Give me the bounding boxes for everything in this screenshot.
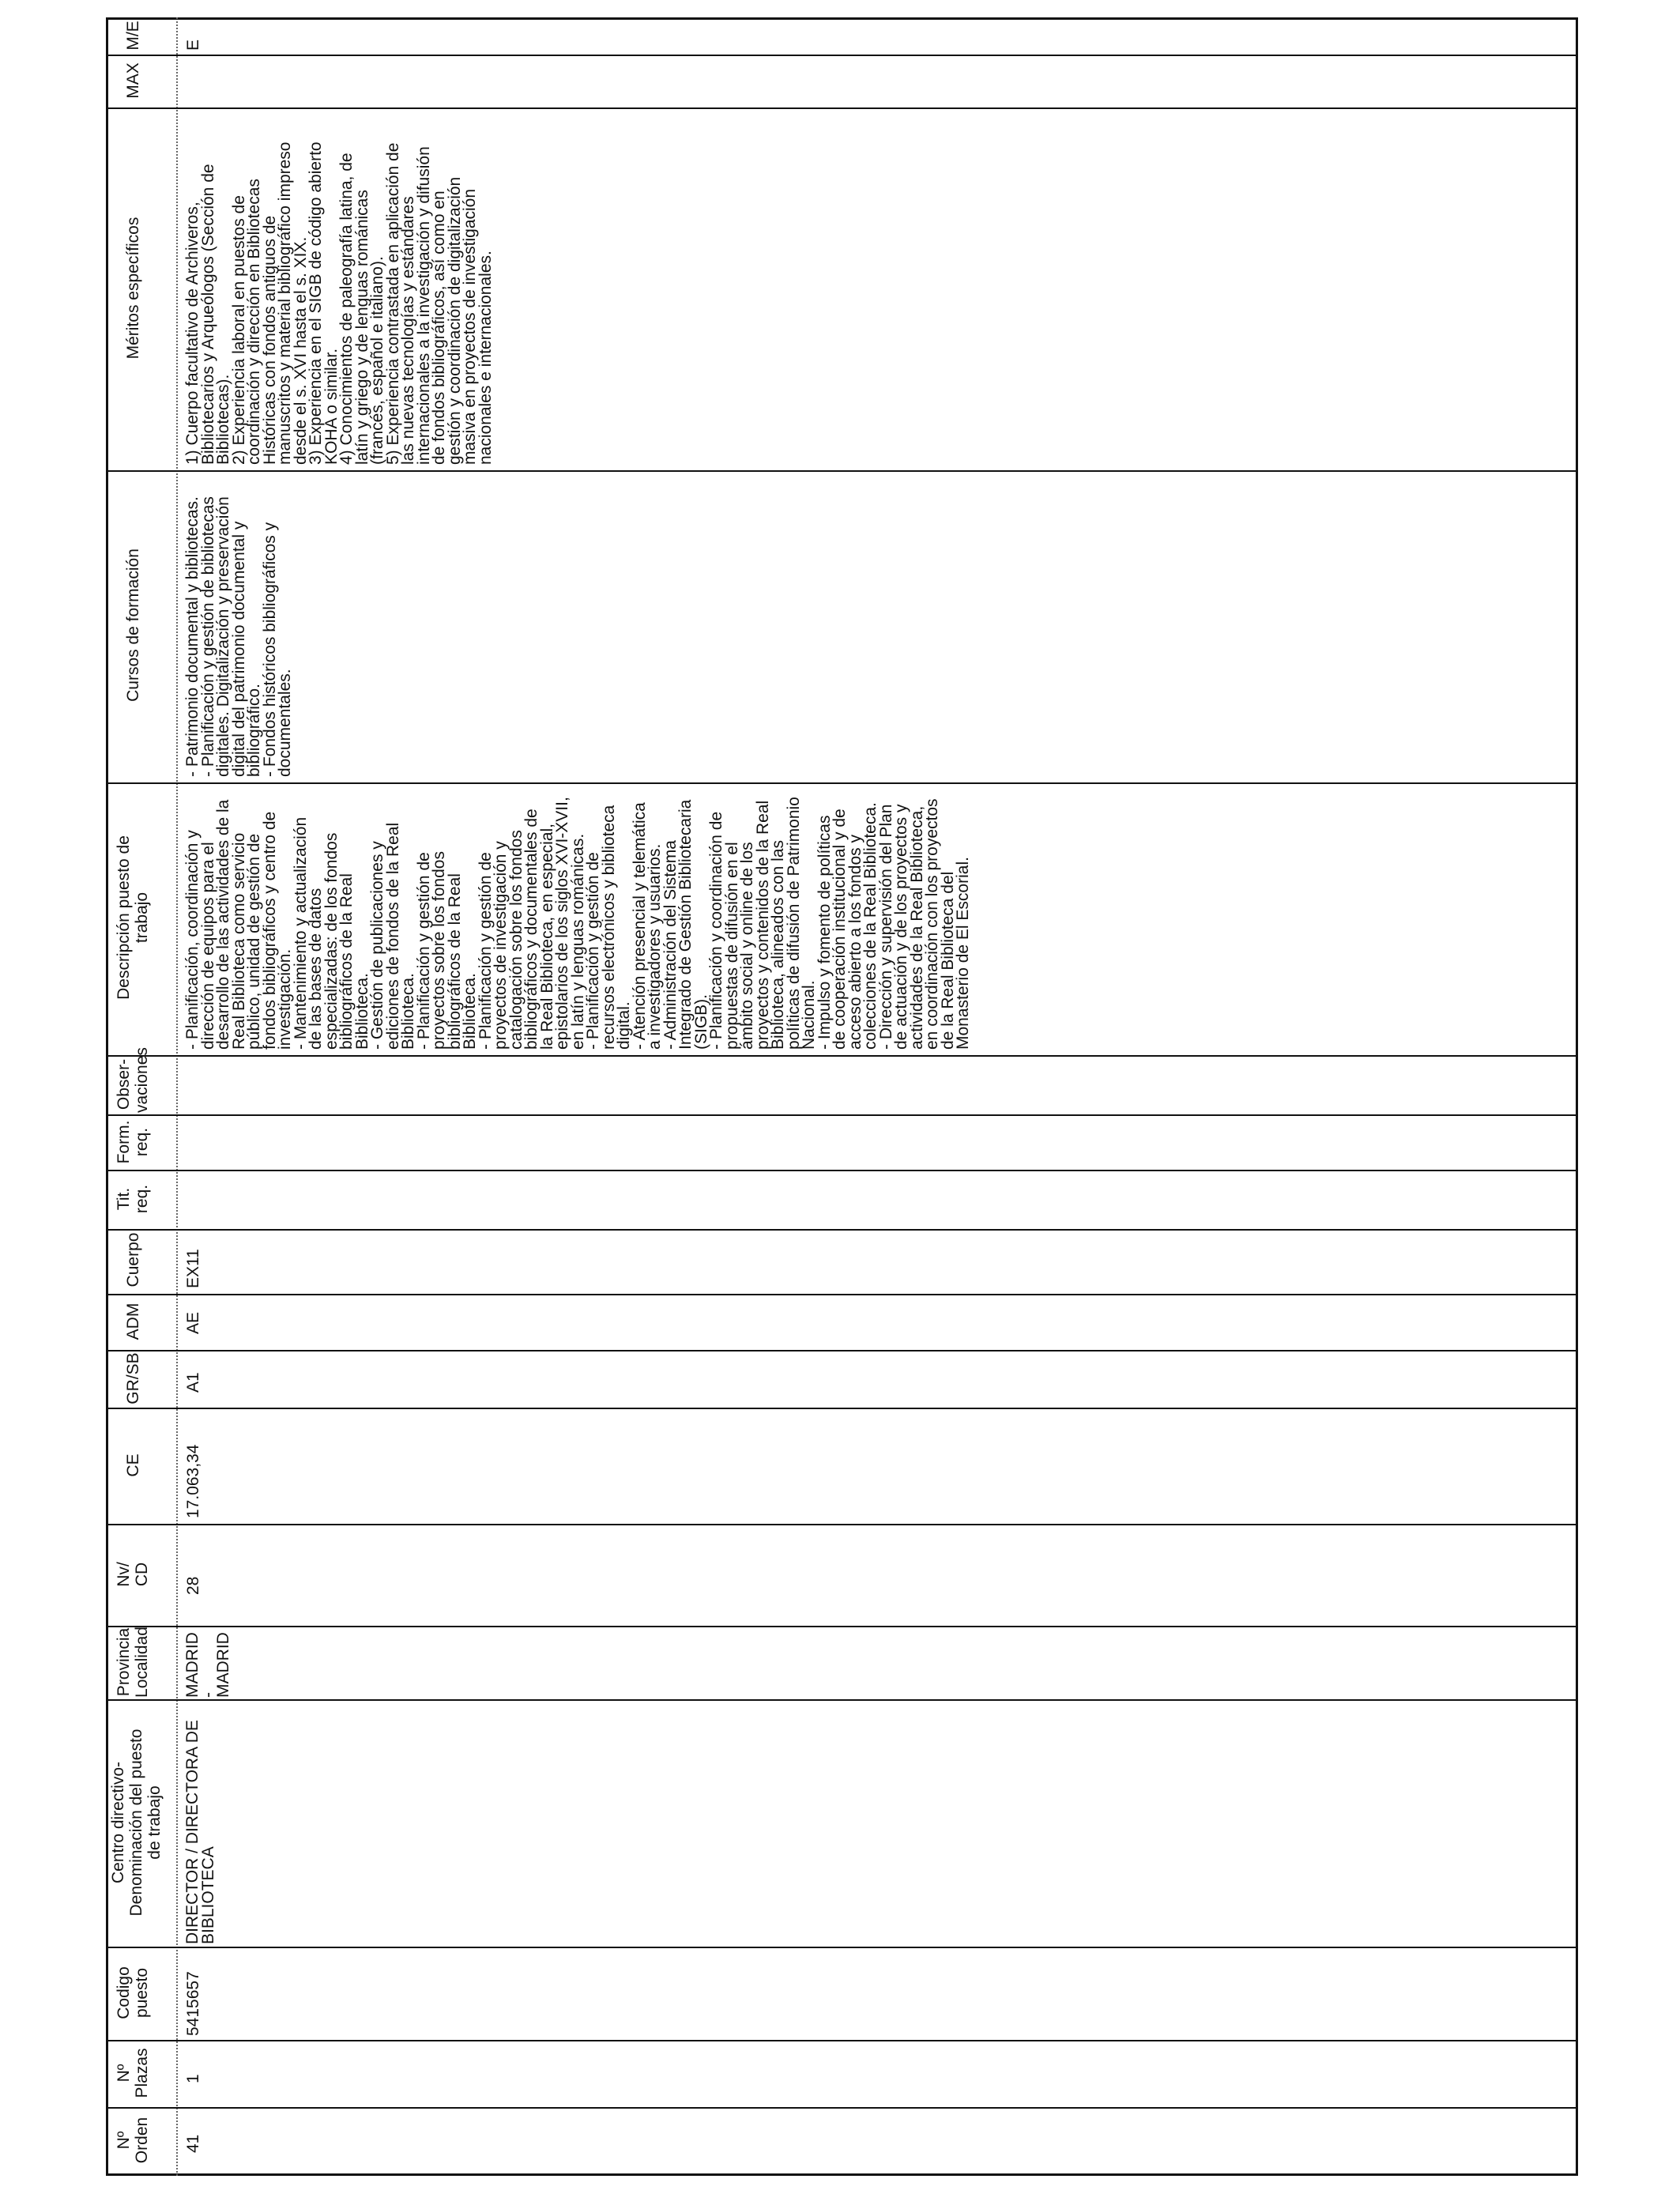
- header-centro: Centro directivo- Denominación del puesto de trabajo: [109, 1728, 164, 1917]
- cell-provincia: MADRID - MADRID: [183, 1632, 232, 1698]
- header-cuerpo: Cuerpo: [124, 1232, 142, 1287]
- col-sep-nivel-provincia: [106, 1626, 1578, 1627]
- col-sep-adm-grsb: [106, 1350, 1578, 1351]
- col-sep-obs-form: [106, 1114, 1578, 1116]
- frame-bottom: [106, 2173, 1578, 2176]
- col-sep-max-meritos: [106, 107, 1578, 109]
- col-sep-provincia-centro: [106, 1699, 1578, 1701]
- header-separator: [176, 17, 178, 2176]
- header-adm: ADM: [124, 1302, 142, 1340]
- frame-right: [1576, 17, 1578, 2176]
- cell-form-req: [186, 1116, 205, 1165]
- col-sep-descripcion-obs: [106, 1055, 1578, 1057]
- cell-ce: 17.063,34: [184, 1444, 202, 1518]
- header-codigo: Codigo puesto: [115, 1966, 151, 2019]
- cell-meritos: 1) Cuerpo facultativo de Archiveros, Bibliotecarios y Arqueólogos (Sección de Bibliotecas). 2) Experiencia laboral en puestos de coordinación y dirección en Bibliotecas Históricas con fondos antiguos de manuscritos y material bibliográfico impreso desde el s. XVI hasta el s. XIX. 3) Experiencia en el SIGB de código abierto KOHA o similar. 4) Conocimientos de paleografía latina, de latín y griego y de lenguas románicas (francés, español e italiano). 5) Experiencia contrastada en aplicación de las nuevas tecnologías y estándares internacionales a la investigación y difusión de fondos bibliográficos, así como en gestión y coordinación de digitalización masiva en proyectos de investigación nacionales e internacionales.: [183, 141, 495, 465]
- cell-adm: AE: [184, 1311, 202, 1334]
- header-grsb: GR/SB: [124, 1352, 142, 1404]
- header-cursos: Cursos de formación: [124, 548, 142, 702]
- col-sep-codigo-plazas: [106, 2040, 1578, 2041]
- cell-codigo: 5415657: [184, 1971, 202, 2036]
- frame-left: [106, 17, 108, 2176]
- header-me: M/E: [124, 21, 142, 51]
- cell-grsb: A1: [184, 1372, 202, 1393]
- cell-observaciones: [186, 1057, 205, 1110]
- cell-me: E: [184, 39, 202, 51]
- col-sep-grsb-ce: [106, 1408, 1578, 1409]
- col-sep-ce-nivel: [106, 1524, 1578, 1525]
- header-meritos: Méritos específicos: [124, 217, 142, 360]
- header-provincia: Provincia Localidad: [115, 1627, 151, 1698]
- col-sep-centro-codigo: [106, 1947, 1578, 1948]
- header-orden: Nº Orden: [115, 2117, 151, 2164]
- cell-cursos: - Patrimonio documental y bibliotecas. - Planificación y gestión de bibliotecas digitales. Digitalización y preservación digital del patrimonio documental y bibliográfico. - Fondos históricos bibliográficos y documentales.: [183, 496, 294, 777]
- frame-top: [106, 17, 1578, 20]
- cell-max: [186, 58, 205, 103]
- col-sep-meritos-cursos: [106, 470, 1578, 472]
- header-descripcion: Descripción puesto de trabajo: [115, 835, 151, 1000]
- header-plazas: Nº Plazas: [115, 2048, 151, 2098]
- cell-tit-req: [186, 1171, 205, 1223]
- col-sep-form-tit: [106, 1170, 1578, 1171]
- cell-cuerpo: EX11: [184, 1249, 202, 1288]
- header-observaciones: Obser- vaciones: [115, 1047, 151, 1113]
- cell-orden: 41: [184, 2134, 202, 2153]
- cell-descripcion: - Planificación, coordinación y dirección de equipos para el desarrollo de las actividades de la Real Biblioteca como servicio público, unidad de gestión de fondos bibliográficos y centro de investigación. - Mantenimiento y actualización de las bases de datos especializadas: de los fondos bibliográficos de la Real Biblioteca. - Gestión de publicaciones y ediciones de fondos de la Real Biblioteca. - Planificación y gestión de proyectos sobre los fondos bibliográficos de la Real Biblioteca. - Planificación y gestión de proyectos de investigación y catalogación sobre los fondos bibliográficos y documentales de la Real Biblioteca, en especial, epistolarios de los siglos XVI-XVII, en latín y lenguas románicas. - Planificación y gestión de recursos electrónicos y biblioteca digital. - Atención presencial y telemática a investigadores y usuarios. - Administración del Sistema Integrado de Gestión Bibliotecaria (SIGB). - Planificación y coordinación de propuestas de difusión en el ámbito social y online de los proyectos y contenidos de la Real Biblioteca, alineados con las políticas de difusión de Patrimonio Nacional. - Impulso y fomento de políticas de cooperación institucional y de acceso abierto a los fondos y colecciones de la Real Biblioteca. - Dirección y supervisión del Plan de actuación y de los proyectos y actividades de la Real Biblioteca, en coordinación con los proyectos de la Real Biblioteca del Monasterio de El Escorial.: [183, 797, 972, 1050]
- header-ce: CE: [124, 1453, 142, 1477]
- cell-centro: DIRECTOR / DIRECTORA DE BIBLIOTECA: [183, 1720, 217, 1944]
- col-sep-me-max: [106, 55, 1578, 56]
- header-tit-req: Tit. req.: [115, 1184, 151, 1214]
- col-sep-tit-cuerpo: [106, 1229, 1578, 1231]
- cell-plazas: 1: [184, 2074, 202, 2083]
- header-max: MAX: [124, 62, 142, 99]
- col-sep-cuerpo-adm: [106, 1294, 1578, 1295]
- cell-nivel-cd: 28: [184, 1576, 202, 1595]
- header-nivel-cd: Nv/ CD: [115, 1562, 151, 1587]
- col-sep-plazas-orden: [106, 2107, 1578, 2109]
- header-form-req: Form. req.: [115, 1120, 151, 1164]
